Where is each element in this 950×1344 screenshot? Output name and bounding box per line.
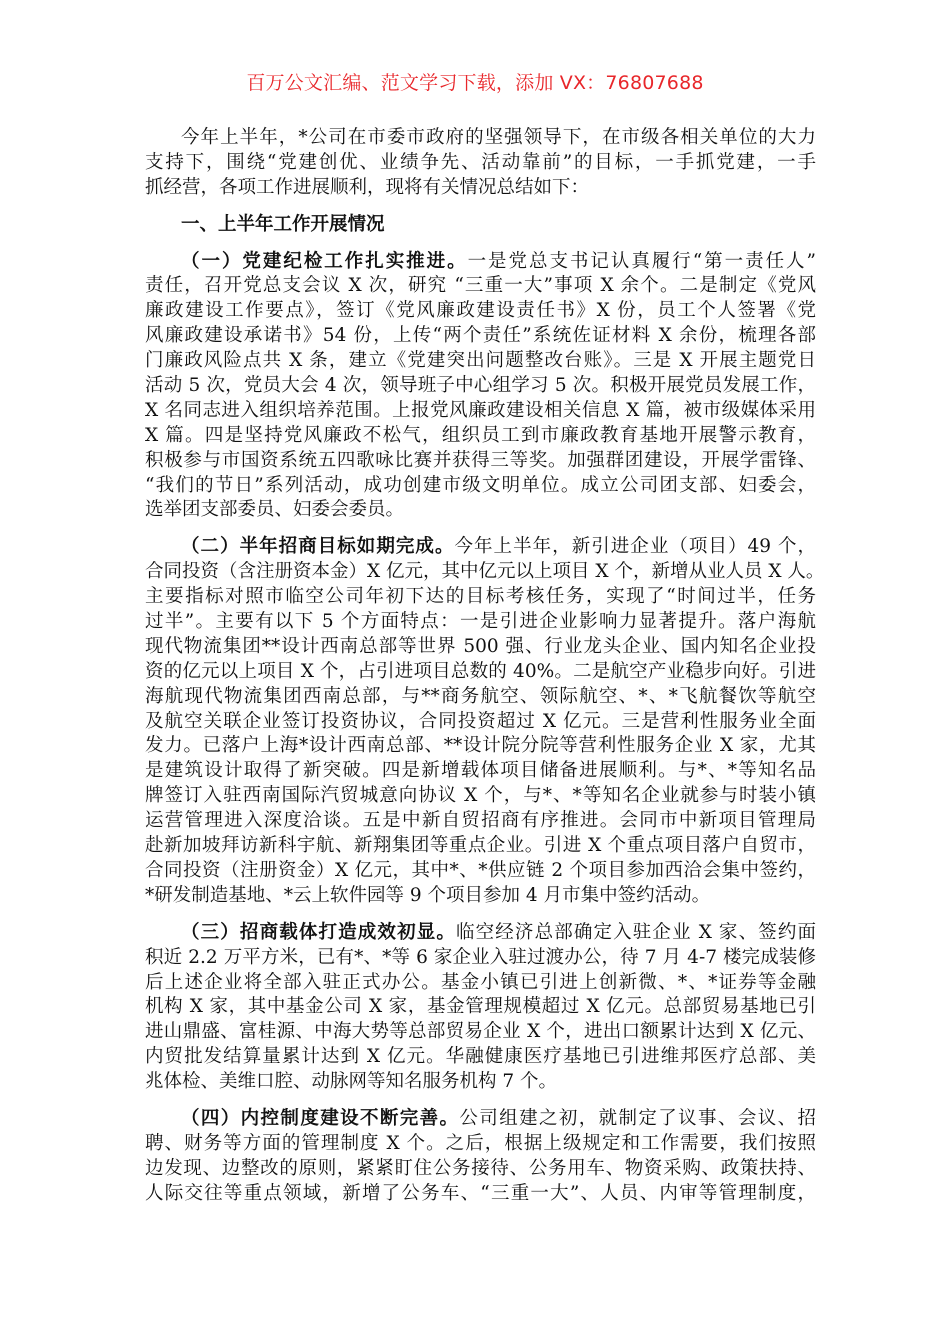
text-line: 海航现代物流集团西南总部，与**商务航空、领际航空、*、*飞航餐饮等航空 [145, 685, 816, 707]
text-line: 进山鼎盛、富桂源、中海大势等总部贸易企业 X 个，进出口额累计达到 X 亿元、 [145, 1021, 816, 1043]
text-line: 是建筑设计取得了新突破。四是新增载体项目储备进展顺利。与*、*等知名品 [145, 760, 816, 782]
section-paragraph [145, 250, 816, 524]
text-line: 过半”。主要有以下 5 个方面特点：一是引进企业影响力显著提升。落户海航 [145, 611, 816, 633]
text-line: 机构 X 家，其中基金公司 X 家，基金管理规模超过 X 亿元。总部贸易基地已引 [145, 996, 816, 1018]
text-line: 合同投资（含注册资本金）X 亿元，其中亿元以上项目 X 个，新增从业人员 X 人。 [145, 561, 825, 583]
section-text: 临空经济总部确定入驻企业 X 家、签约面 [456, 921, 816, 943]
text-line: 积极参与市国资系统五四歌咏比赛并获得三等奖。加强群团建设，开展学雷锋、 [145, 449, 816, 471]
text-line: 选举团支部委员、妇委会委员。 [145, 499, 405, 521]
section-paragraph [145, 921, 816, 1095]
section-text: 今年上半年，新引进企业（项目）49 个， [454, 536, 816, 558]
text-line: 今年上半年，*公司在市委市政府的坚强领导下，在市级各相关单位的大力 [181, 127, 816, 148]
section-paragraph [145, 535, 825, 908]
text-line [145, 250, 816, 275]
text-line: X 篇。四是坚持党风廉政不松气，组织员工到市廉政教育基地开展警示教育， [145, 424, 816, 446]
text-line: 主要指标对照市临空公司年初下达的目标考核任务，实现了“时间过半，任务 [145, 586, 816, 608]
section-lead-title: （三）招商载体打造成效初显。 [181, 921, 456, 943]
section-paragraph [145, 1107, 816, 1207]
text-line: 风廉政建设承诺书》54 份，上传“两个责任”系统佐证材料 X 余份，梳理各部 [145, 325, 816, 347]
section-lead-title: （四）内控制度建设不断完善。 [181, 1107, 460, 1129]
document-body [145, 126, 825, 1219]
text-line: 赴新加坡拜访新科宇航、新翔集团等重点企业。引进 X 个重点项目落户自贸市， [145, 835, 816, 857]
text-line: 兆体检、美维口腔、动脉网等知名服务机构 7 个。 [145, 1071, 558, 1093]
text-line: 责任，召开党总支会议 X 次，研究 “三重一大”事项 X 余个。二是制定《党风 [145, 275, 816, 297]
text-line: *研发制造基地、*云上软件园等 9 个项目参加 4 月市集中签约活动。 [145, 884, 711, 906]
intro-paragraph [145, 126, 816, 201]
text-line [145, 535, 816, 560]
text-line: 发力。已落户上海*设计西南总部、**设计院分院等营利性服务企业 X 家，尤其 [145, 735, 816, 757]
text-line: 抓经营，各项工作进展顺利，现将有关情况总结如下： [145, 176, 590, 198]
text-line: 资的亿元以上项目 X 个，占引进项目总数的 40%。二是航空产业稳步向好。引进 [145, 660, 816, 682]
text-line: 运营管理进入深度洽谈。五是中新自贸招商有序推进。会同市中新项目管理局 [145, 810, 816, 832]
text-line: 边发现、边整改的原则，紧紧盯住公务接待、公务用车、物资采购、政策扶持、 [145, 1157, 816, 1179]
text-line: 聘、财务等方面的管理制度 X 个。之后，根据上级规定和工作需要，我们按照 [145, 1132, 816, 1154]
section-text: 公司组建之初，就制定了议事、会议、招 [459, 1107, 816, 1129]
section-heading: 一、上半年工作开展情况 [181, 213, 385, 235]
section-lead-title: （二）半年招商目标如期完成。 [181, 536, 455, 558]
text-line [145, 921, 816, 946]
text-line: “我们的节日”系列活动，成功创建市级文明单位。成立公司团支部、妇委会， [145, 474, 816, 496]
text-line: X 名同志进入组织培养范围。上报党风廉政建设相关信息 X 篇，被市级媒体采用 [145, 399, 816, 421]
text-line: 门廉政风险点共 X 条，建立《党建突出问题整改台账》。三是 X 开展主题党日 [145, 350, 816, 372]
text-line: 及航空关联企业签订投资协议，合同投资超过 X 亿元。三是营利性服务业全面 [145, 710, 816, 732]
text-line [145, 1107, 816, 1132]
section-text: 一是党总支书记认真履行“第一责任人” [467, 250, 816, 272]
text-line: 牌签订入驻西南国际汽贸城意向协议 X 个，与*、*等知名企业就参与时装小镇 [145, 785, 816, 807]
text-line: 现代物流集团**设计西南总部等世界 500 强、行业龙头企业、国内知名企业投 [145, 635, 816, 657]
text-line: 后上述企业将全部入驻正式办公。基金小镇已引进上创新微、*、*证券等金融 [145, 971, 816, 993]
text-line: 合同投资（注册资金）X 亿元，其中*、*供应链 2 个项目参加西洽会集中签约， [145, 859, 816, 881]
text-line: 活动 5 次，党员大会 4 次，领导班子中心组学习 5 次。积极开展党员发展工作， [145, 375, 816, 397]
watermark-banner: 百万公文汇编、范文学习下载，添加 VX：76807688 [246, 72, 704, 94]
text-line: 廉政建设工作要点》，签订《党风廉政建设责任书》X 份，员工个人签署《党 [145, 300, 816, 322]
text-line: 内贸批发结算量累计达到 X 亿元。华融健康医疗基地已引进维邦医疗总部、美 [145, 1046, 816, 1068]
text-line: 积近 2.2 万平方米，已有*、*等 6 家企业入驻过渡办公，待 7 月 4-7 楼完成装修 [145, 946, 816, 968]
text-line: 支持下，围绕“党建创优、业绩争先、活动靠前”的目标，一手抓党建，一手 [145, 151, 816, 173]
section-lead-title: （一）党建纪检工作扎实推进。 [181, 250, 468, 272]
text-line: 人际交往等重点领域，新增了公务车、“三重一大”、人员、内审等管理制度， [145, 1182, 816, 1204]
